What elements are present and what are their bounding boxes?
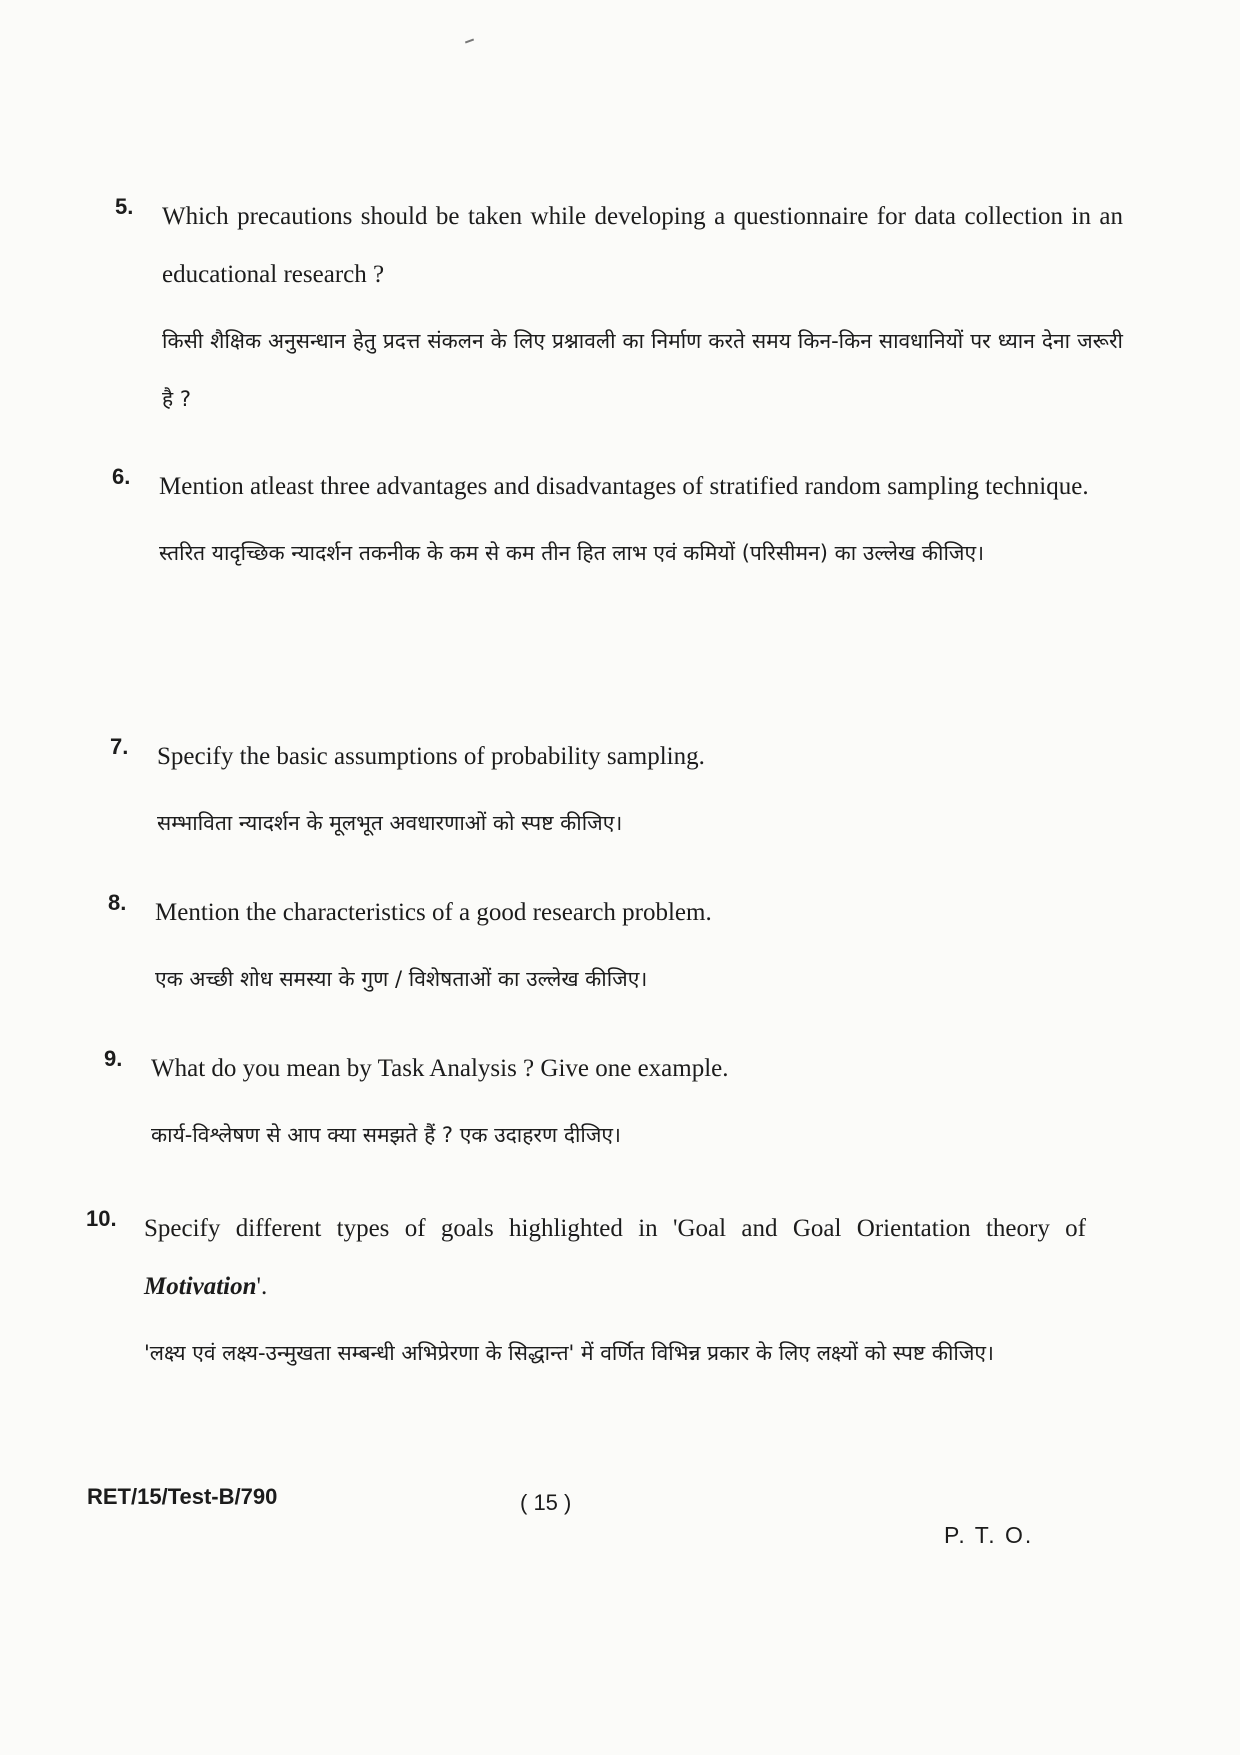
- question-text-hindi: किसी शैक्षिक अनुसन्धान हेतु प्रदत्त संकलन के लिए प्रश्नावली का निर्माण करते समय किन-किन सावधानियों पर ध्यान देना जरूरी है ?: [162, 329, 1123, 411]
- question-text-english: Mention the characteristics of a good research problem.: [155, 899, 712, 926]
- question-5: [115, 188, 1123, 428]
- question-text-emphasis: Motivation: [144, 1273, 257, 1300]
- question-text-hindi: एक अच्छी शोध समस्या के गुण / विशेषताओं का उल्लेख कीजिए।: [155, 967, 648, 991]
- question-number: 8.: [108, 890, 127, 915]
- scan-mark: [465, 39, 474, 44]
- question-text-hindi: 'लक्ष्य एवं लक्ष्य-उन्मुखता सम्बन्धी अभिप्रेरणा के सिद्धान्त' में वर्णित विभिन्न प्रकार के लिए लक्ष्यों को स्पष्ट कीजिए।: [144, 1341, 995, 1365]
- please-turn-over: P. T. O.: [944, 1522, 1034, 1548]
- question-text-hindi: कार्य-विश्लेषण से आप क्या समझते हैं ? एक उदाहरण दीजिए।: [151, 1123, 622, 1147]
- question-9: [104, 1040, 1112, 1164]
- question-8: [108, 884, 1116, 1008]
- question-number: 6.: [112, 464, 131, 489]
- question-text-english: Mention atleast three advantages and disadvantages of stratified random sampling technique.: [159, 473, 1089, 500]
- question-number: 10.: [86, 1206, 117, 1231]
- question-text-english: Which precautions should be taken while developing a questionnaire for data collection in an educational research ?: [162, 203, 1123, 288]
- question-text-hindi: स्तरित यादृच्छिक न्यादर्शन तकनीक के कम से कम तीन हित लाभ एवं कमियों (परिसीमन) का उल्लेख कीजिए।: [159, 541, 985, 565]
- question-text-part: Specify different types of goals highlighted in 'Goal and Goal Orientation theory of: [144, 1215, 1086, 1242]
- question-7: [110, 728, 1118, 852]
- paper-code: RET/15/Test-B/790: [87, 1484, 278, 1509]
- question-text-part: '.: [256, 1273, 268, 1300]
- question-number: 7.: [110, 734, 129, 759]
- question-text-hindi: सम्भाविता न्यादर्शन के मूलभूत अवधारणाओं को स्पष्ट कीजिए।: [157, 811, 623, 835]
- question-10: [86, 1200, 1086, 1382]
- question-number: 5.: [115, 194, 134, 219]
- question-6: [112, 458, 1120, 582]
- question-text-english: What do you mean by Task Analysis ? Give one example.: [151, 1055, 729, 1082]
- question-number: 9.: [104, 1046, 123, 1071]
- page-number: ( 15 ): [520, 1490, 572, 1515]
- question-text-english: [144, 1200, 1086, 1316]
- question-text-english: Specify the basic assumptions of probability sampling.: [157, 743, 705, 770]
